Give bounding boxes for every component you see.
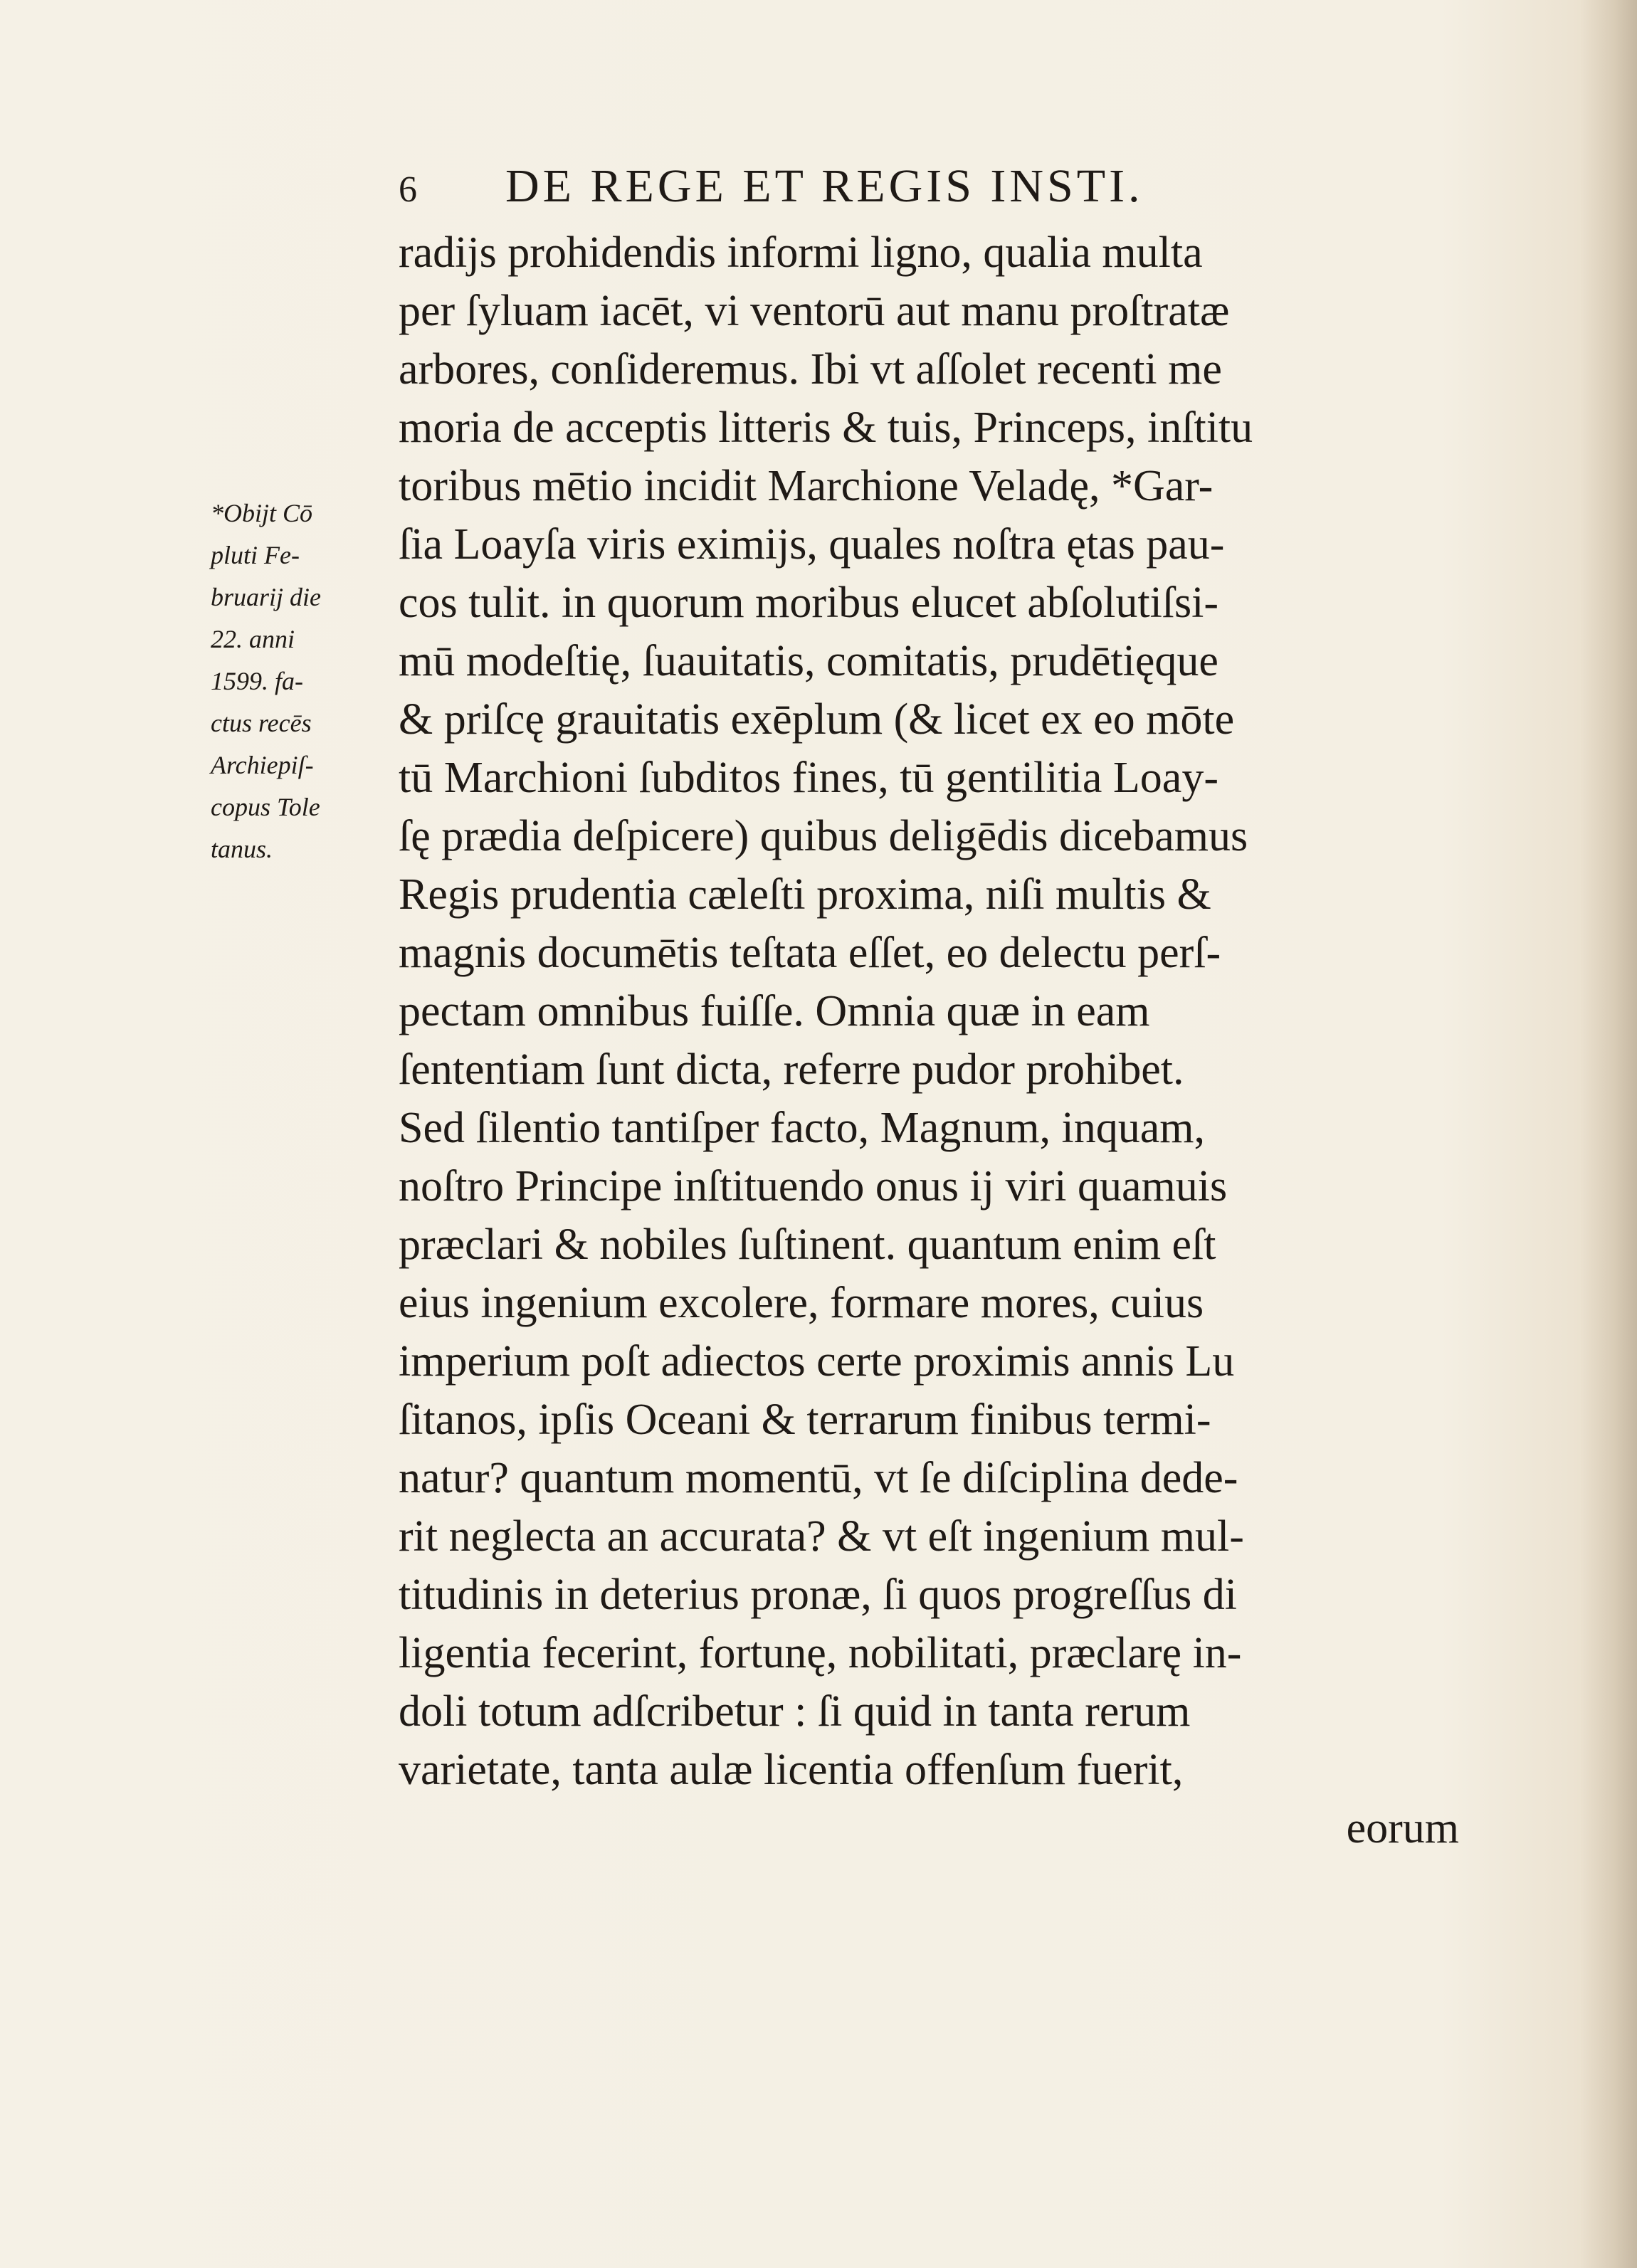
body-line: pectam omnibus fuiſſe. Omnia quæ in eam <box>399 987 1150 1035</box>
body-line: ſententiam ſunt dicta, referre pudor prohibet. <box>399 1045 1184 1094</box>
body-line: per ſyluam iacēt, vi ventorū aut manu proſtratæ <box>399 287 1230 335</box>
marginal-note-line: copus Tole <box>211 793 320 821</box>
marginal-note-line: 22. anni <box>211 625 295 653</box>
body-line: & priſcę grauitatis exēplum (& licet ex eo mōte <box>399 695 1235 744</box>
body-line: toribus mētio incidit Marchione Veladę, *Gar- <box>399 462 1214 510</box>
body-line: ligentia fecerint, fortunę, nobilitati, præclarę in- <box>399 1629 1242 1677</box>
body-line: ſę prædia deſpicere) quibus deligēdis dicebamus <box>399 812 1248 860</box>
marginal-note <box>211 492 381 870</box>
marginal-note-line: pluti Fe- <box>211 541 300 569</box>
body-line: imperium poſt adiectos certe proximis annis Lu <box>399 1337 1235 1386</box>
marginal-note-line: 1599. fa- <box>211 667 303 695</box>
body-line: rit neglecta an accurata? & vt eſt ingenium mul- <box>399 1512 1244 1561</box>
body-line: titudinis in deterius pronæ, ſi quos progreſſus di <box>399 1571 1237 1619</box>
body-text <box>399 223 1459 1857</box>
body-line: ſia Loayſa viris eximijs, quales noſtra ętas pau- <box>399 520 1225 569</box>
body-line: mū modeſtię, ſuauitatis, comitatis, prudētięque <box>399 637 1218 685</box>
body-line: varietate, tanta aulæ licentia offenſum fuerit, <box>399 1746 1184 1794</box>
body-line: radijs prohidendis informi ligno, qualia multa <box>399 228 1203 277</box>
body-line: moria de acceptis litteris & tuis, Princeps, inſtitu <box>399 404 1253 452</box>
page-fore-edge <box>1580 0 1637 2268</box>
body-line: arbores, conſideremus. Ibi vt aſſolet recenti me <box>399 345 1222 394</box>
marginal-note-line: Archiepiſ- <box>211 751 314 779</box>
running-title: DE REGE ET REGIS INSTI. <box>505 160 1144 212</box>
marginal-note-line: tanus. <box>211 835 273 863</box>
body-line: præclari & nobiles ſuſtinent. quantum enim eſt <box>399 1220 1216 1269</box>
catchword: eorum <box>1346 1804 1459 1852</box>
marginal-note-line: *Obijt Cō <box>211 499 313 527</box>
body-line: doli totum adſcribetur : ſi quid in tanta rerum <box>399 1687 1191 1736</box>
body-line: Regis prudentia cæleſti proxima, niſi multis & <box>399 870 1211 919</box>
body-line: cos tulit. in quorum moribus elucet abſolutiſsi- <box>399 579 1219 627</box>
page-number: 6 <box>399 169 417 210</box>
marginal-note-line: ctus recēs <box>211 709 312 737</box>
body-line: eius ingenium excolere, formare mores, cuius <box>399 1279 1204 1327</box>
body-line: Sed ſilentio tantiſper facto, Magnum, inquam, <box>399 1104 1205 1152</box>
marginal-note-line: bruarij die <box>211 583 322 611</box>
body-line: natur? quantum momentū, vt ſe diſciplina dede- <box>399 1454 1238 1502</box>
body-line: noſtro Principe inſtituendo onus ij viri quamuis <box>399 1162 1228 1211</box>
running-header <box>399 158 1324 215</box>
body-line: ſitanos, ipſis Oceani & terrarum finibus termi- <box>399 1396 1211 1444</box>
body-line: magnis documētis teſtata eſſet, eo delectu perſ- <box>399 929 1221 977</box>
body-line: tū Marchioni ſubditos fines, tū gentilitia Loay- <box>399 754 1218 802</box>
